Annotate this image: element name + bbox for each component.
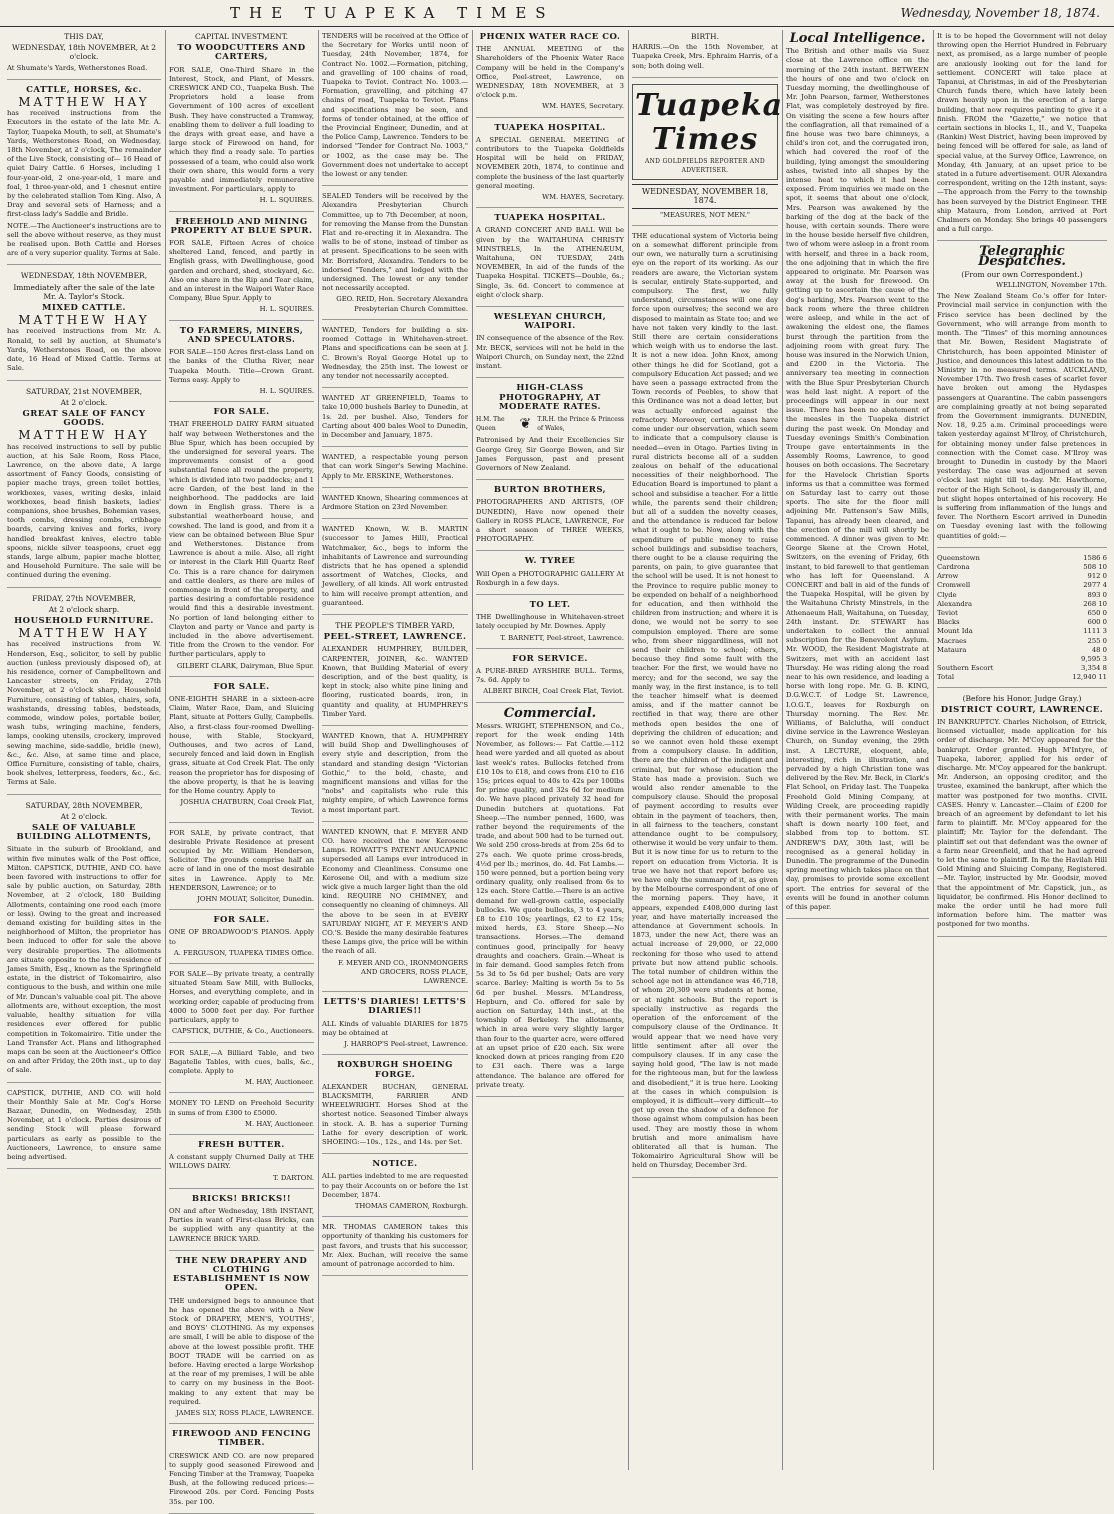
advert-date: SATURDAY, 21st NOVEMBER,: [26, 386, 142, 396]
article-text: WANTED Known, W. B. MARTIN (successor to James Hill), Practical Watchmaker, &c., begs to inform the inhabitants of Lawrence and surrounding districts that he has opened a splendid assortment of Watches, Clocks, and Jewellery, of all kinds. All work entrusted to him will receive prompt attention, and guaranteed.: [322, 525, 468, 607]
advert-heading: PEEL-STREET, LAWRENCE.: [323, 632, 467, 643]
advert-block: [7, 387, 161, 588]
advert-signature: THOMAS CAMERON, Roxburgh.: [354, 1201, 468, 1210]
article-text: WANTED, a respectable young person that can work Singer's Sewing Machine. Apply to Mr. ERSKINE, Wetherstones.: [322, 453, 468, 480]
gold-row: [937, 609, 1107, 618]
article-text: ALEXANDER HUMPHREY, BUILDER, CARPENTER, JOINER, &c. WANTED Known, that Building Material of every description, and of the best quality, is kept in stock; also white pine lining and flooring, rusticated boards, iron, in quantity and quality, at HUMPHREY'S Timber Yard.: [322, 645, 468, 718]
gold-place: Mount Ida: [937, 627, 973, 636]
article-text: has received instructions from Mr. A. Ronald, to sell by auction, at Shumate's Yards, Wetherstones Road, on the above date, 16 Head of Mixed Cattle. Terms at Sale.: [7, 327, 161, 373]
advert-block: [169, 683, 314, 823]
advert-heading: W. TYREE: [524, 556, 576, 567]
advert-block: [632, 32, 778, 78]
article-text: Situate in the suburb of Brookland, and within five minutes walk of the Post office, Milton. CAPSTICK, DUTHIE, AND CO. have been favored with instructions to offer for sale by public auction, on Saturday, 28th November, at 2 o'clock, 180 Building Allotments, containing one rood each (more or less). Owing to the great and increased demand existing for building sites in the neighborhood of Milton, the proprietor has been induced to offer for sale the above very desirable properties. The allotments are situate opposite to the late residence of James Smith, Esq., known as the Springfield estate, in the district of Tokomairiro, also contiguous to the bush, and within one mile of Mr. Duncan's valuable coal pit. The above allotments are, without exception, the most valuable, healthy situation for villa residences ever offered for public competition in Tokomairiro. Title under the Land Transfer Act. Plans and lithographed maps can be seen at the Auctioneer's Office on and after Friday, the 20th inst., up to day of sale.: [7, 845, 161, 1075]
section-heading: Local Intelligence.: [789, 31, 926, 46]
running-header: [0, 0, 1114, 27]
masthead-title: Tuapeka Times: [635, 87, 784, 157]
advert-block: [322, 192, 468, 320]
gold-row: [937, 563, 1107, 572]
masthead: [632, 84, 784, 180]
advert-block: [476, 557, 624, 595]
advert-heading: LETTS'S DIARIES! LETTS'S DIARIES!!: [323, 997, 467, 1017]
advert-date: THE PEOPLE'S TIMBER YARD,: [335, 620, 455, 630]
advert-heading: DISTRICT COURT, LAWRENCE.: [940, 704, 1104, 715]
article-text: FOR SALE—By private treaty, a centrally situated Steam Saw Mill, with Bullocks, Horses, and everything complete, and in working order, capable of producing from 4000 to 5000 feet per day. For further particulars, apply to: [169, 970, 314, 1025]
advert-block: [169, 32, 314, 212]
advert-block: [7, 801, 161, 1083]
gold-row: [937, 646, 1107, 655]
advert-block: [169, 327, 314, 402]
article-text: ALL parties indebted to me are requested to pay their Accounts on or before the 1st December, 1874.: [322, 1172, 468, 1199]
advert-block: [169, 1049, 314, 1094]
advert-date: CAPITAL INVESTMENT.: [194, 32, 289, 41]
gold-row: [937, 627, 1107, 636]
advert-block: [476, 705, 624, 1097]
advert-signature: ALBERT BIRCH, Coal Creek Flat, Teviot.: [483, 687, 624, 696]
advert-block: [476, 33, 624, 118]
advert-date: (From our own Correspondent.): [961, 269, 1083, 279]
auctioneer-name: MATTHEW HAY: [18, 313, 150, 328]
column-6: [782, 30, 932, 1470]
article-text: CAPSTICK, DUTHIE, AND CO. will hold their Monthly Sale at Mr. Cog's Horse Bazaar, Dunedin, on Wednesday, 25th November, at 1 o'clock. Parties desirous of sending Stock will please forward particulars as early as possible to the Auctioneers, Lawrence, to ensure same being advertised.: [7, 1088, 161, 1161]
gold-amount: 255 0: [1087, 636, 1107, 645]
advert-block: [322, 1061, 468, 1154]
article-text: A SPECIAL GENERAL MEETING of contributors to the Tuapeka Goldfields Hospital will be held on FRIDAY, NOVEMBER 20th, 1874, to continue and complete the business of the last quarterly general meeting.: [476, 135, 624, 190]
gold-row: [937, 664, 1107, 673]
gold-amount: 600 0: [1087, 618, 1107, 627]
advert-heading: GREAT SALE OF FANCY GOODS.: [22, 408, 146, 429]
advert-heading: FOR SERVICE.: [512, 653, 588, 664]
advert-signature: WM. HAYES, Secretary.: [542, 102, 624, 111]
advert-block: [476, 486, 624, 551]
advert-heading: FREEHOLD AND MINING PROPERTY AT BLUE SPUR.: [170, 216, 313, 236]
gold-amount: 12,940 11: [1072, 673, 1107, 682]
advert-heading: TUAPEKA HOSPITAL.: [494, 213, 606, 224]
advert-block: [322, 525, 468, 615]
advert-signature: CAPSTICK, DUTHIE, & Co., Auctioneers.: [171, 1027, 314, 1036]
column-7: [933, 30, 1110, 1470]
advert-block: [169, 916, 314, 964]
advert-date: (Before his Honor, Judge Gray.): [962, 693, 1082, 703]
article-text: WANTED KNOWN, that F. MEYER AND CO. have received the new Kerosene Lamps. ROWATT'S PATENT ANUCAPNIC superseded all Lamps ever introduced in Economy and Cleanliness. Consume one Kerosene Oil, and with a medium size wick give a much larger light than the old kind. REQUIRE NO CHIMNEY, and consequently no cleaning of chimneys. All the above to be seen in at EVERY SATURDAY NIGHT, AT F. MEYER'S AND CO.'S. Beside the many desirable features these Lamps give, the price will be within the reach of all.: [322, 827, 468, 956]
advert-block: [322, 621, 468, 726]
advert-date: BIRTH.: [691, 32, 719, 41]
article-text: has received instructions from the Executors in the estate of the late Mr. A. Taylor, Tuapeka Mouth, to sell, at Shumate's Yards, Wetherstones Road, on Wednesday, 18th November, at 2 o'clock, The remainder of the Live Stock, consisting of— 16 Head of quiet Dairy Cattle. 6 Horses, including 1 four-year-old, 2 one-year-old, 1 mare and foal, 1 three-year-old, and 1 chesnut entire by the celebrated stallion Tom King. Also, A Dray and several sets of Harness; and a first-class lady's Saddle and Bridle.: [7, 109, 161, 219]
column-4: [472, 30, 627, 1470]
advert-heading: ROXBURGH SHOEING FORGE.: [337, 1060, 453, 1080]
advert-block: [169, 408, 314, 677]
gold-row: [937, 581, 1107, 590]
advert-heading: SALE OF VALUABLE BUILDING ALLOTMENTS,: [16, 823, 152, 843]
article-text: CRESWICK AND CO. are now prepared to supply good seasoned Firewood and Fencing Timber at the Tramway, Tuapeka Bush, at the following reduced prices:— Firewood 20s. per Cord. Fencing Posts 35s. per 100.: [169, 1451, 314, 1506]
advert-block: [322, 394, 468, 447]
article-text: FOR SALE, One-Third Share in the Interest, Stock, and Plant, of Messrs. CRESWICK AND CO., Tuapeka Bush. The Proprietors hold a lease from Government of 100 acres of excellent Bush. They have constructed a Tramway, enabling them to deliver a full loading to the drays with great ease, and have a large stock of Firewood on hand, for which they find a ready sale. To parties possessed of a team, who could also work their own share, this would form a very payable and immediately remunerative investment. For particulars, apply to: [169, 65, 314, 194]
gold-place: Cardrona: [937, 562, 970, 571]
advert-block: [7, 1089, 161, 1170]
advert-block: [169, 829, 314, 911]
article-text: ALEXANDER BUCHAN, GENERAL BLACKSMITH, FARRIER AND WHEELWRIGHT. Horses Shod at the shortest notice. Seasoned Timber always in stock. A. B. has a superior Turning Lathe for every description of work. SHOEING:—10s., 12s., and 14s. per Set.: [322, 1082, 468, 1146]
advert-signature: H. L. SQUIRES.: [259, 196, 314, 205]
advert-block: [169, 1257, 314, 1424]
advert-sub: Immediately after the sale of the late Mr. A. Taylor's Stock.: [13, 282, 155, 301]
auctioneer-name: MATTHEW HAY: [18, 95, 150, 110]
article-text: IN consequence of the absence of the Rev. Mr. BECK, services will not be held in the Waipori Church, on Sunday next, the 22nd instant.: [476, 334, 624, 371]
article-text: TENDERS will be received at the Office of the Secretary for Works until noon of Tuesday, 24th November, 1874, for Contract No. 1002.—Formation, pitching, and gravelling of 100 chains of road, Tuapeka to Teviot. Contract No. 1003.—Formation, gravelling, and pitching 47 chains of road, Tuapeka to Teviot. Plans and specifications may be seen, and forms of tender obtained, at the office of the Provincial Engineer, Dunedin, and at the Police Camp, Lawrence. Tenders to be indorsed "Tender for Contract No. 1003," or 1002, as the case may be. The Government does not undertake to accept the lowest or any tender.: [322, 32, 468, 179]
royal-patronage: [476, 415, 624, 433]
auctioneer-name: MATTHEW HAY: [18, 428, 150, 443]
advert-date: FRIDAY, 27th NOVEMBER,: [32, 593, 136, 603]
advert-heading: THE NEW DRAPERY AND CLOTHING ESTABLISHMENT IS NOW OPEN.: [172, 1255, 311, 1294]
gold-place: Southern Escort: [937, 664, 994, 673]
gold-place: Arrow: [937, 572, 959, 581]
article-text: FOR SALE, by private contract, that desirable Private Residence at present occupied by Mr. William Henderson, Solicitor. The grounds comprise half an acre of land in one of the most desirable sites in Lawrence. Apply to Mr. HENDERSON, Lawrence; or to: [169, 828, 314, 892]
article-text: A PURE-BRED AYRSHIRE BULL. Terms, 7s. 6d. Apply to: [476, 666, 624, 685]
section-heading: Commercial.: [503, 705, 597, 721]
article-text: has received instructions from W. Henderson, Esq., solicitor, to sell by public auction (unless previously disposed of), at his residence, corner of Campbelltown and Lancaster streets, on Friday, 27th November, at 2 o'clock sharp, Household Furniture, consisting of tables, chairs, sofa, washstands, dressing tables, bedsteads, commode, window poles, portable boiler, wash tubs, wringing machine, fenders, lamps, cooking utensils, crockery, improved sewing machine, side-saddle, bridle (new), &c., &c. Also, at same time and place, Office Furniture, consisting of table, chairs, book shelves, letterpress, feeders, &c., &c. Terms at Sale.: [7, 640, 161, 787]
article-text: Patronised by And their Excellencies Sir George Grey, Sir George Bowen, and Sir James Fergusson, past and present Governors of New Zealand.: [476, 436, 624, 472]
advert-heading: FIREWOOD AND FENCING TIMBER.: [172, 1429, 311, 1449]
advert-block: [169, 1195, 314, 1251]
gold-place: Macraes: [937, 636, 967, 645]
gold-amount: 48 0: [1091, 645, 1107, 654]
advert-block: [7, 86, 161, 266]
advert-note: NOTE.—The Auctioneer's instructions are to sell the above without reserve, as they must be realised upon. Both Cattle and Horses are of a very superior quality. Terms at Sale.: [7, 221, 161, 258]
gold-amount: 1586 6: [1083, 553, 1107, 562]
royal-arms-icon: ❦: [519, 415, 532, 432]
article-text: MR. THOMAS CAMERON takes this opportunity of thanking his customers for past favors, and trusts that his successor, Mr. Alex. Buchan, will receive the same amount of patronage accorded to him.: [322, 1223, 468, 1268]
column-2: [165, 30, 317, 1506]
advert-signature: M. HAY, Auctioneer.: [245, 1078, 314, 1087]
article-text: IN BANKRUPTCY. Charles Nicholson, of Ettrick, licensed victualler, made application for his order of discharge. Mr. M'Coy appeared for the bankrupt. Order granted. Hugh M'Intyre, of Tuapeka, laborer, applied for his order of discharge. Mr. M'Coy appeared for the bankrupt. Mr. Anderson, an opposing creditor, and the trustee, examined the bankrupt, after which the matter was postponed for two months. CIVIL CASES. Henry v. Lancaster.—Claim of £200 for breach of an agreement by defendant to let his farm to plaintiff. Mr. M'Coy appeared for the plaintiff; Mr. Taylor for the defendant. The plaintiff set out that defendant was the owner of a farm near Greenfield, and that he had agreed to let the same to plaintiff. In Re the Havilah Hill Gold Mining and Sluicing Company, Registered.—Mr. Taylor, instructed by Mr. Goodsir, moved that the appointment of Mr. Capstick, jun., as liquidator, be confirmed. His Honor declined to make the order until he had more full information before him. The matter was postponed for two months.: [937, 718, 1107, 929]
advert-block: [476, 655, 624, 703]
article-text: ALL Kinds of valuable DIARIES for 1875 may be obtained at: [322, 1019, 468, 1037]
advert-block: [632, 232, 778, 1178]
advert-heading: WESLEYAN CHURCH, WAIPORI.: [493, 312, 607, 332]
gold-row: [937, 600, 1107, 609]
gold-place: Queenstown: [937, 553, 980, 562]
article-text: It is to be hoped the Government will not delay throwing open the Herriot Hundred in February next, as promised, as a large number of people are anxiously looking out for the land for settlement. CONCERT will take place at Tapanui, at Christmas, in aid of the Presbyterian Church funds there, which have lately been drawn heavily upon in the erection of a large building, that now requires painting to give it a finish. FROM the "Gazette," we notice that certain sections in blocks I., II., and V., Tuapeka (Rankin) West District, having been improved by being fenced will be offered for sale, as land of special value, at the Survey Office, Lawrence, on Monday, 4th January, at an upset price to be stated in a future advertisement. OUR Alexandra correspondent, writing on the 12th instant, says:—The approach from the Ferry to the township has been surveyed by the District Engineer. THE ship Mataura, from London, arrived at Port Chalmers on Monday. She brings 40 passengers and a full cargo.: [937, 32, 1107, 234]
gold-amount: 2977 4: [1083, 581, 1107, 590]
advert-block: [322, 453, 468, 488]
advert-date: SATURDAY, 28th NOVEMBER,: [25, 800, 143, 810]
advert-heading: CATTLE, HORSES, &c.: [26, 84, 142, 95]
advert-block: [476, 313, 624, 378]
advert-block: [786, 31, 929, 919]
advert-block: [169, 1430, 314, 1514]
article-text: THAT FREEHOLD DAIRY FARM situated half way between Wetherstones and the Blue Spur, which has been occupied by the undersigned for several years. The improvements consist of a good substantial fence all round the property, which is divided into two paddocks; and 1 acre Garden, of the best land in the neighborhood. The paddocks are laid down in English grass. There is a substantial weatherboard house, and cowshed. The land is good, and from it a view can be obtained between Blue Spur and Wetherstones. Distance from Lawrence is about a mile. Also, all right or interest in the Clark Hill Quartz Reef Co. This is a rare chance for dairymen and cattle dealers, as there are miles of commonage in front of the property, and parties desiring a comfortable residence would find this a desirable investment. No portion of land belonging either to Clayton and party or Vance and party is included in the above advertisement. Title from the Crown to the vendor. For further particulars, apply to: [169, 420, 314, 659]
article-text: WANTED Known, that A. HUMPHREY will build Shop and Dwellinghouses of every style and description, from the standard and standing design "Victorian Gothic," to the bold, chaste, and magnificent mansions and villas for the "nobs" and capitalists who rule this mighty empire, of which Lawrence forms a most important part.: [322, 732, 468, 814]
advert-block: [632, 84, 784, 226]
advert-signature: GILBERT CLARK, Dairyman, Blue Spur.: [176, 661, 314, 670]
gold-place: Total: [937, 673, 955, 682]
advert-date: WEDNESDAY, 18th NOVEMBER,: [20, 271, 148, 281]
gold-row: [937, 673, 1107, 682]
dateline: WELLINGTON, November 17th.: [995, 281, 1107, 290]
newspaper-title: THE TUAPEKA TIMES: [230, 4, 555, 22]
advert-heading: BURTON BROTHERS,: [493, 485, 607, 496]
column-3: [318, 30, 471, 1470]
gold-row: [937, 637, 1107, 646]
advert-block: [476, 384, 624, 480]
advert-block: [476, 124, 624, 209]
advert-heading: TO LET.: [529, 599, 571, 610]
auctioneer-name: MATTHEW HAY: [18, 626, 150, 641]
advert-heading: FOR SALE.: [213, 915, 270, 926]
article-text: HARRIS.—On the 15th November, at Tuapeka Creek, Mrs. Ephraim Harris, of a son; both doing well.: [632, 43, 778, 70]
advert-sub: At 2 o'clock sharp.: [48, 604, 120, 614]
advert-signature: T. DARTON.: [273, 1173, 314, 1182]
masthead-subtitle: AND GOLDFIELDS REPORTER AND ADVERTISER.: [644, 157, 766, 175]
gold-row: [937, 554, 1107, 563]
advert-block: [169, 1099, 314, 1135]
article-text: A constant supply Churned Daily at THE WILLOWS DAIRY.: [169, 1153, 314, 1171]
article-text: ONE-EIGHTH SHARE in a sixteen-acre Claim, Water Race, Dam, and Sluicing Plant, situate at Potters Gully, Campbells. Also, a first-class four-roomed Dwelling-house, with Stable, Stockyard, Outhouses, and two acres of Land, securely fenced and laid down in English grass, situate at Cod Creek Flat. The only reason the proprietor has for disposing of the above property, is that he is leaving for the Home country. Apply to: [169, 695, 314, 796]
advert-heading: FOR SALE.: [213, 681, 270, 692]
advert-signature: H. L. SQUIRES.: [259, 305, 314, 314]
gold-row: [937, 591, 1107, 600]
article-text: ONE OF BROADWOOD'S PIANOS. Apply to: [169, 928, 314, 946]
advert-block: [169, 218, 314, 321]
gold-row: [937, 618, 1107, 627]
advert-heading: PHŒNIX WATER RACE CO.: [479, 32, 621, 42]
gold-place: Mataura: [937, 645, 967, 654]
gold-place: Blacks: [937, 618, 960, 627]
gold-place: Alexandra: [937, 599, 973, 608]
article-text: FOR SALE—150 Acres first-class Land on the banks of the Clutha River, near Tuapeka Mouth. Title—Crown Grant. Terms easy. Apply to: [169, 348, 314, 384]
advert-block: [7, 32, 161, 80]
article-text: The British and other mails via Suez close at the Lawrence office on the morning of the 24th instant. BETWEEN the hours of one and two o'clock on Tuesday morning, the dwellinghouse of Mr. John Pearson, farmer, Wetherstones Flat, was completely destroyed by fire. On visiting the scene a few hours after the conflagration, all that remained of a fine house was two bare chimneys, a child's iron cot, and the corrugated iron, which had covered the roof of the building, lying amongst the smouldering ashes, twisted into all shapes by the intense heat to which it had been exposed. From inquiries we made on the spot, it seems that about one o'clock, Mrs. Pearson was awakened by the barking of the dog at the back of the house, with certain sounds. There were in the house beside herself five children, two of whom were asleep in a front room with herself, and three in a back room, the one adjoining that in which the fire appeared to originate. Mr. Pearson was away at the bush for firewood. On getting up to ascertain the cause of the dog's barking, Mrs. Pearson went to the back room where the three children were asleep, and while in the act of awakening the eldest one, the flames burst through the partition from the adjoining room with great fury. The house was insured in the Norwich Union, and £200 in the Victoria. The anniversary tea meeting in connection with the Blue Spur Presbyterian Church was held last night. A report of the proceedings will appear in our next issue. There has been no abatement of the measles in the Tuapeka district during the past week. On Monday and Tuesday evenings Smith's Combination Troupe gave entertainments in the Assembly Rooms, Lawrence, to good houses on both occasions. The Secretary for the Havelock Christian Sports informs us that a committee was formed on Saturday last to carry out those sports. The site for the floor mill adjoining Mr. Pattenson's Saw Mills, Tapanui, has already been cleared, and the erection of the mill will shortly be commenced. A dinner was given to Mr. George Skene at the Crown Hotel, Switzers, on the evening of Friday, 6th instant, to bid farewell to that gentleman who has left for Queensland. A CONCERT and ball in aid of the funds of the Tuapeka Hospital, will be given by the Waitahuna Christy Minstrels, in the Athenaeum Hall, Waitahuna, on Tuesday, 24th instant. Dr. STEWART has undertaken to collect the annual subscription for the Benevolent Asylum. Mr. WOOD, the Resident Magistrate at Switzers, met with an accident last Thursday. He was riding along the road near to his own residence, and leading a horse with long rope. Mr. G. B. KING, D.G.W.C.T. of Lodge St. Lawrence, I.O.G.T., leaves for Roxburgh on Thursday morning. The Rev. Mr. Williams, of Balclutha, will conduct divine service in the Lawrence Wesleyan Church, on Sunday evening, the 29th inst. A LECTURE, eloquent, able, interesting, rich in illustration, and pervaded by a high Christian tone was delivered by the Rev. Mr. Beck, in Clark's Flat School, on Friday last. The Tuapeka Freehold Gold Mining Company, at Wilding Creek, are proceeding rapidly with their permanent works. The main shaft is down nearly 100 feet, and slabbed from top to bottom. ST. ANDREW'S DAY, 30th last, will be recognised as a general holiday in Dunedin. The programme of the Dunedin spring meeting which takes place on that day, promises to provide some excellent sport. The entries for several of the events will be found in another column of this paper.: [786, 47, 929, 912]
patron-left: H.M. The Queen: [476, 415, 505, 433]
advert-heading: MIXED CATTLE.: [42, 303, 126, 314]
gold-amount: 893 0: [1087, 590, 1107, 599]
advert-block: [7, 594, 161, 795]
advert-block: [322, 998, 468, 1055]
advert-heading: HIGH-CLASS PHOTOGRAPHY, AT MODERATE RATES.: [499, 383, 601, 412]
column-5: [628, 30, 784, 1470]
article-text: has received instructions to sell by public auction, at his Sale Room, Ross Place, Lawrence, on the above date, A large assortment of Fancy Goods, consisting of papier mache trays, green toilet bottles, workboxes, vases, writing desks, inlaid workboxes, bead finish baskets, ladies' companions, shoe brushes, Bohemian vases, tooth combs, dressing combs, cribbage boards, carving knives and forks, ivory handled breakfast knives, electro table spoons, nickle silver teaspoons, cruet egg stands, large album, papier mache blotter, and Household Furniture. The sale will be continued during the evening.: [7, 442, 161, 580]
section-heading: Telegraphic Despatches.: [978, 244, 1066, 269]
article-text: ON and after Wednesday, 18th INSTANT, Parties in want of First-class Bricks, can be supplied with any quantity at the LAWRENCE BRICK YARD.: [169, 1206, 314, 1243]
masthead-date: WEDNESDAY, NOVEMBER 18, 1874.: [632, 184, 778, 208]
gold-row: [937, 572, 1107, 581]
advert-signature: JOSHUA CHATBURN, Coal Creek Flat, Teviot.: [180, 798, 314, 816]
article-text: A GRAND CONCERT AND BALL Will be given by the WAITAHUNA CHRISTY MINSTRELS, In the ATHENÆUM, Waitahuna, ON TUESDAY, 24th NOVEMBER, In aid of the funds of the Tuapeka Hospital. TICKETS—Double, 6s.; Single, 3s. 6d. Concert to commence at eight o'clock sharp.: [476, 226, 624, 299]
advert-signature: JOHN MOUAT, Solicitor, Dunedin.: [197, 895, 314, 904]
advert-block: [322, 494, 468, 519]
advert-block: [476, 601, 624, 649]
article-text: THE educational system of Victoria being on a somewhat different principle from our own, we naturally turn a scrutinising eye on the report of its working. As our readers are aware, the Victorian system is secular, entirely State-supported, and compulsory. The first, we fully understand, circumstances will one day force upon ourselves; the second we are disposed to maintain as State too; and we have not taken very kindly to the last. Still there are certain considerations which weigh with us to endorse the last. It is not a new idea. John Knox, among other things he did for Scotland, got a compulsory Education Act passed; and we have seen a passage extracted from the Town records of Peebles, to show that this Ordinance was not a dead letter, but was actually enforced against the refractory. Moreover, certain cases have come under our observation, which seem to indicate that a compulsory clause is needed—even in Otago. Parties living in rural districts become all of a sudden zealous on behalf of the educational necessities of their neighborhood. The Education Board is importuned to plant a school and subsidise a teacher. For a little while, the parents send their children; but all of a sudden the novelty ceases, and the attendance is reduced far below what it ought to be. Now, along with the expenditure of public money to raise school buildings and subsidise teachers, there ought to be a clause requiring the parents, on pain, to give guarantee that the school will be used. It is not honest to the Province to require public money to be expended on behalf of a neighborhood for education, and then withhold the children from instruction; and where it is done, we would not be sorry to see compulsion employed. There are some who, from sheer niggardliness, will not send their children to school; others, because they find some fault with the teacher. For the first, we would have no mercy; and for the second, we say the manly way, in the first instance, is to tell the teacher himself what is deemed amiss, and if the matter cannot be rectified in that way, there are other methods open besides the one of depriving the children of education; and so we cannot even hold these exempt from a compulsory clause. In addition, there are the children of the indigent and criminal, but for whose education the State has made a provision. Such we would also render amenable to the compulsory clause. Should the proposal of payment according to results ever obtain in the payment of teachers, then, in all fairness to the teachers, constant attendance ought to be compulsory, otherwise it would be very unfair to them. But it is now time for us to return to the report on education from Victoria. It is true we have not that report before us; we have only the summary of it, as given by the Melbourne correspondent of one of the morning papers. They have, it appears, expended £408,000 during last year, and have materially increased the attendance at Government schools. In 1873, under the new Act, there was an actual increase of 29,000, or 22,000 reckoning for those who used to attend private but now attend public schools. The total number of children within the school age not in attendance was 46,718, of whom 20,309 were students at home, or at night schools. But the report is specially instructive as regards the operation of the enforcement of the compulsory clause of the Ordinance. It would appear that we need have very little sentiment after all over the compulsory clauses. If in any case the saying hold good, "The law is not made for the righteous man, but for the lawless and disobedient," it is true here. Looking at the cases in which compulsion is employed, it is difficult—very difficult—to get up even the shadow of a defence for those against whom compulsion has been used. They are mostly those in whom brutish and more animalism have obliterated all that is human. The Tokomairiro Agricultural Show will be held on Thursday, December 3rd.: [632, 231, 778, 1170]
advert-sub: At 2 o'clock.: [60, 811, 108, 821]
advert-sub: WEDNESDAY, 18th NOVEMBER, At 2 o'clock.: [11, 43, 157, 62]
advert-signature: F. MEYER AND CO., IRONMONGERS AND GROCERS, ROSS PLACE, LAWRENCE.: [338, 958, 468, 986]
article-text: THE undersigned begs to announce that he has opened the above with a New Stock of DRAPERY, MEN'S, YOUTHS', and BOYS' CLOTHING. As my expenses are small, I will be able to dispose of the above at the lowest possible profit. THE BOOT TRADE will be carried on as before. Having erected a large Workshop at the rear of my premises, I will be able to carry on my business in the Boot-making to any extent that may be required.: [169, 1296, 314, 1406]
advert-block: [322, 732, 468, 822]
advert-block: [476, 214, 624, 307]
article-text: WANTED, Tenders for building a six-roomed Cottage in Whitehaven-street. Plans and specifications can be seen at J. C. Brown's Royal George Hotel up to Wednesday, the 25th inst. The lowest or any tender not necessarily accepted.: [322, 325, 468, 380]
advert-block: [322, 1223, 468, 1276]
article-text: THE Dwellinghouse in Whitehaven-street lately occupied by Mr. Downes. Apply: [476, 613, 624, 631]
article-text: FOR SALE, Fifteen Acres of choice sheltered Land, fenced, and partly in English grass, with Dwellinghouse, good garden and orchard, shed, stockyard, &c. Also one share in the Rip and Tear claim, and an interest in the Waipori Water Race Company, Blue Spur. Apply to: [169, 239, 314, 303]
article-text: At Shumate's Yards, Wetherstones Road.: [7, 63, 148, 72]
advert-signature: JAMES SLY, ROSS PLACE, LAWRENCE.: [175, 1409, 314, 1417]
advert-block: [937, 694, 1107, 937]
advert-heading: TO WOODCUTTERS AND CARTERS,: [177, 43, 306, 63]
advert-signature: J. HARROP'S Peel-street, Lawrence.: [344, 1040, 468, 1049]
gold-amount: 3,354 8: [1081, 664, 1107, 673]
advert-block: [322, 32, 468, 186]
article-text: PHOTOGRAPHERS AND ARTISTS, (OF DUNEDIN), Have now opened their Gallery in ROSS PLACE, LAWRENCE, For a short season of THREE WEEKS, PHOTOGRAPHY.: [476, 498, 624, 544]
patron-right: T.R.H. the Prince & Princess of Wales,: [537, 415, 624, 433]
issue-date: Wednesday, November 18, 1874.: [900, 6, 1100, 20]
article-text: WANTED AT GREENFIELD, Teams to take 10,000 bushels Barley to Dunedin, at 1s. 2d. per bushel. Also, Tenders for Carting about 400 bales Wool to Dunedin, in December and January, 1875.: [322, 394, 468, 439]
advert-signature: GEO. REID, Hon. Secretary Alexandra Presbyterian Church Committee.: [336, 295, 468, 313]
advert-signature: A. FERGUSON, TUAPEKA TIMES Office.: [173, 948, 314, 957]
gold-amount: 268 10: [1083, 599, 1107, 608]
gold-amount: 508 10: [1083, 562, 1107, 571]
gold-place: Teviot: [937, 608, 958, 617]
article-text: Messrs. WRIGHT, STEPHENSON, and Co., report for the week ending 14th November, as follows:— Fat Cattle.—112 head were yarded and all quoted as about last week's rates. Bullocks fetched from £10 10s to £18, and cows from £10 to £16 15s; prices equal to 40s to 42s per 100lbs for prime quality, and 32s 6d for medium do. We have placed privately 32 head for Dunedin butchers at quotations. Fat Sheep.—The number penned, 1600, was rather beyond the requirements of the trade, and about 500 had to be turned out. We sold 250 cross-breds at from 25s 6d to 27s each. We quote prime cross-breds, 4½d per lb.; merinos, do. 4d. Fat Lambs.—150 were penned, but a portion being very ordinary quality, only realised from 6s to 12s each. Store Cattle.—There is an active demand for well-grown cattle, especially bullocks. We quote bullocks, 3 to 4 years, £8 to £10 10s; yearlings, £2 to £2 15s; mixed herds, £3. Store Sheep.—No transactions. Horses.—The demand continues good, principally for heavy draughts and coachers. Grain.—Wheat is in fair demand. Good samples fetch from 5s 3d to 5s 6d per bushel; Oats are very scarce. Barley: Malting is worth 5s to 5s 6d per bushel. Messrs. M'Landress, Hepburn, and Co. offered for sale by auction on Saturday, 14th inst., at the township of Berkeley. The allotments, which in area were very slightly larger than four to the quarter acre, were offered at an upset price of £20 each. Six were knocked down at prices ranging from £20 to £31 each. There was a large attendance. The balance are offered for private treaty.: [476, 721, 624, 1089]
advert-signature: WM. HAYES, Secretary.: [542, 193, 624, 202]
advert-signature: T. BARNETT, Peel-street, Lawrence.: [500, 633, 624, 642]
advert-heading: NOTICE.: [372, 1159, 418, 1170]
advert-heading: FRESH BUTTER.: [198, 1139, 285, 1150]
gold-amount: 1111 3: [1083, 627, 1107, 636]
advert-block: [322, 828, 468, 992]
column-1: [4, 30, 164, 1470]
advert-heading: TUAPEKA HOSPITAL.: [494, 122, 606, 133]
article-text: SEALED Tenders will be received by the Alexandra Presbyterian Church Committee, up to 7th December, at noon, for removing the Manse from the Dunstan Flat and re-erecting it in Alexandra. The walls to be of stone, instead of timber as at present. Specifications to be seen with Mr. Borrisford, Alexandra. Tenders to be indorsed "Tenders," and lodged with the undersigned. The lowest or any tender not necessarily accepted.: [322, 192, 468, 293]
gold-amount: 650 0: [1087, 608, 1107, 617]
advert-signature: H. L. SQUIRES.: [259, 386, 314, 395]
advert-date: THIS DAY,: [64, 32, 104, 41]
article-text: WANTED Known, Shearing commences at Ardmore Station on 23rd November.: [322, 493, 468, 511]
advert-signature: M. HAY, Auctioneer.: [245, 1119, 314, 1128]
advert-block: [937, 244, 1107, 547]
advert-heading: HOUSEHOLD FURNITURE.: [14, 615, 154, 626]
advert-block: [169, 970, 314, 1042]
advert-block: [937, 554, 1107, 688]
article-text: MONEY TO LEND on Freehold Security in sums of from £300 to £5000.: [169, 1099, 314, 1117]
advert-block: [322, 326, 468, 388]
article-text: Will Open a PHOTOGRAPHIC GALLERY At Roxburgh in a few days.: [476, 569, 624, 587]
gold-place: Clyde: [937, 590, 957, 599]
article-text: FOR SALE,—A Billiard Table, and two Bagatelle Tables, with cues, balls, &c., complete. Apply to: [169, 1048, 314, 1075]
gold-place: Cromwell: [937, 581, 971, 590]
article-text: THE ANNUAL MEETING of the Shareholders of the Phoenix Water Race Company will be held in the Company's Office, Peel-street, Lawrence, on WEDNESDAY, 18th NOVEMBER, at 3 o'clock p.m.: [476, 45, 624, 100]
gold-amount: 9,595 3: [1081, 655, 1107, 663]
gold-amount: 912 0: [1087, 572, 1107, 581]
advert-heading: FOR SALE.: [213, 407, 270, 418]
advert-heading: TO FARMERS, MINERS, AND SPECULATORS.: [179, 325, 304, 345]
advert-block: [937, 32, 1107, 241]
advert-sub: At 2 o'clock.: [60, 397, 108, 407]
masthead-motto: "MEASURES, NOT MEN.": [659, 210, 751, 219]
advert-heading: BRICKS! BRICKS!!: [191, 1193, 292, 1204]
advert-block: [322, 1160, 468, 1217]
gold-row: [937, 655, 1107, 664]
advert-block: [7, 271, 161, 380]
article-text: The New Zealand Steam Co.'s offer for Inter-Provincial mail service in conjunction with the Frisco service has been declined by the Government, who will arrange from month to month. The "Times" of this morning announces that Mr. Bowen, Resident Magistrate of Christchurch, has been appointed Minister of Justice, and denounces this latest addition to the Ministry in no measured terms. AUCKLAND, November 17th. Two fresh cases of scarlet fever have broken out among the Hydaspes passengers at Quarantine. The cabin passengers are complaining greatly at not being separated from the Government immigrants. DUNEDIN, Nov. 18, 9.25 a.m. Criminal proceedings were taken yesterday against M'Ilroy, of Christchurch, for obtaining money under false pretences in connection with the Comet case. M'Ilroy was brought to Dunedin in custody by the Maori yesterday. The case was adjourned at seven o'clock last night till to-day. Mr. Hawthorne, rector of the High School, is dangerously ill, and but slight hopes entertained of his recovery. He is suffering from inflammation of the lungs and fever. The Northern Escort arrived in Dunedin on Tuesday evening last with the following quantities of gold:—: [937, 292, 1107, 540]
advert-block: [169, 1141, 314, 1189]
